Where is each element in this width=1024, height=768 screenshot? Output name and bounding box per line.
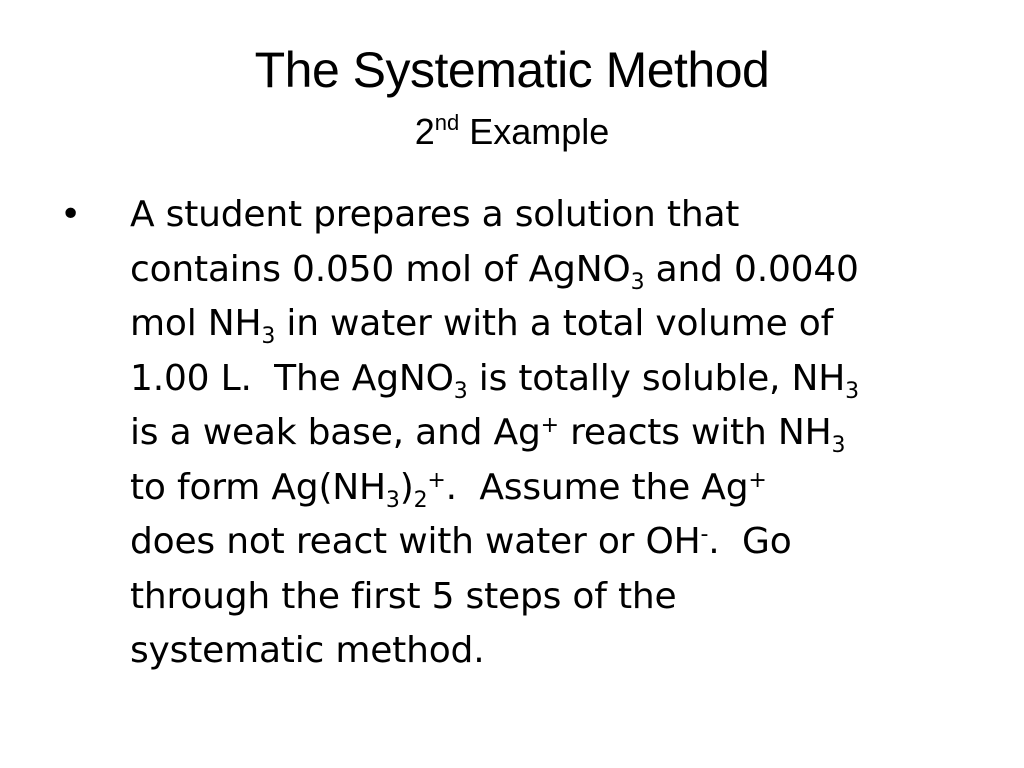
superscript: + [748, 467, 767, 493]
subscript: 3 [261, 324, 276, 349]
problem-text: ) [399, 466, 414, 508]
superscript: + [427, 467, 446, 493]
subtitle-ordinal-suffix: nd [434, 110, 460, 135]
problem-text: A student prepares a solution that [130, 194, 740, 235]
problem-text: . Go [708, 521, 792, 562]
problem-text: mol NH [130, 303, 262, 344]
subscript: 3 [831, 433, 846, 458]
subscript: 3 [845, 378, 859, 404]
problem-text: does not react with water or OH [130, 521, 701, 562]
subscript: 3 [385, 487, 400, 513]
slide-title: The Systematic Method [254, 42, 770, 98]
subtitle-number: 2 [414, 111, 435, 152]
subscript: 3 [630, 269, 645, 295]
problem-text: is totally soluble, NH [467, 357, 846, 399]
problem-text: . Assume the Ag [445, 466, 749, 508]
problem-text: through the first 5 steps of the [130, 575, 677, 617]
problem-line-6 [130, 461, 990, 516]
problem-text: 1.00 L. The AgNO [130, 357, 454, 399]
subscript: 2 [413, 487, 428, 513]
problem-text: in water with a total volume of [275, 303, 834, 344]
superscript: + [540, 413, 559, 438]
problem-line-2 [130, 243, 990, 298]
subscript: 3 [453, 378, 468, 404]
problem-text: is a weak base, and Ag [130, 412, 541, 453]
problem-text: to form Ag(NH [130, 466, 386, 508]
subtitle-text: Example [469, 111, 610, 152]
problem-line-9 [130, 624, 990, 679]
slide-subtitle [0, 108, 1024, 156]
problem-line-4 [130, 352, 990, 407]
problem-text: systematic method. [130, 630, 485, 671]
problem-text: reacts with NH [558, 412, 832, 453]
problem-line-3 [130, 297, 990, 352]
superscript: - [700, 522, 709, 547]
bullet-marker: • [60, 194, 82, 235]
problem-line-7 [130, 515, 990, 570]
problem-text: contains 0.050 mol of AgNO [130, 248, 631, 290]
problem-text: and 0.0040 [644, 248, 859, 290]
problem-line-8 [130, 570, 990, 625]
problem-line-1 [130, 188, 990, 243]
problem-statement [130, 188, 990, 679]
problem-line-5 [130, 406, 990, 461]
